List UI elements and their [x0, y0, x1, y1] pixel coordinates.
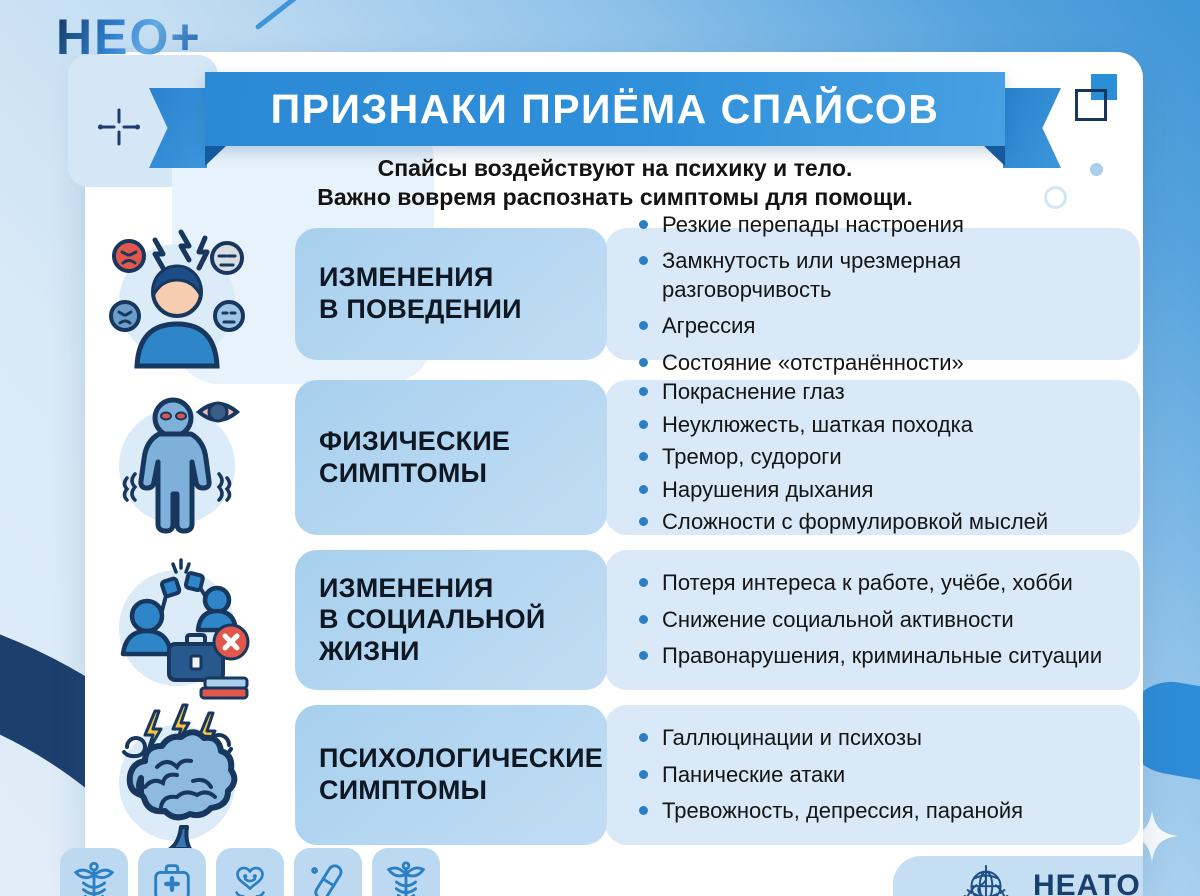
- psychological-symptom-list: [605, 705, 1140, 845]
- page-title: ПРИЗНАКИ ПРИЁМА СПАЙСОВ: [270, 85, 940, 132]
- bullet-dot: [639, 517, 648, 526]
- list-item: Сложности с формулировкой мыслей: [639, 508, 1124, 537]
- circle-outline-decoration: [1044, 186, 1067, 209]
- bullet-dot: [639, 578, 648, 587]
- list-item: Правонарушения, криминальные ситуации: [639, 642, 1124, 671]
- intro-text: [200, 154, 1030, 213]
- list-item: Резкие перепады настроения: [639, 211, 1124, 240]
- list-item: Панические атаки: [639, 761, 1124, 790]
- list-item: Потеря интереса к работе, учёбе, хобби: [639, 569, 1124, 598]
- org-name: НЕАТО: [1033, 869, 1141, 896]
- bullet-dot: [639, 420, 648, 429]
- psychological-section-title: ПСИХОЛОГИЧЕСКИЕ СИМПТОМЫ: [295, 705, 607, 845]
- bullet-dot: [639, 256, 648, 265]
- list-item: Нарушения дыхания: [639, 476, 1124, 505]
- footer-tile: [60, 848, 128, 896]
- person-with-emotions-icon: [97, 214, 257, 374]
- footer-tile: [372, 848, 440, 896]
- title-banner: [205, 72, 1005, 146]
- list-item: Замкнутость или чрезмерная разговорчивость: [639, 247, 1124, 304]
- bullet-dot: [639, 485, 648, 494]
- bullet-dot: [639, 452, 648, 461]
- section-physical: [85, 380, 1143, 535]
- list-item: Тремор, судороги: [639, 443, 1124, 472]
- pill-icon: [305, 859, 351, 896]
- section-psychological: [85, 705, 1143, 845]
- bullet-dot: [639, 651, 648, 660]
- footer-tile: [138, 848, 206, 896]
- diagonal-line-decoration: [255, 0, 304, 30]
- bullet-dot: [639, 387, 648, 396]
- heart-in-hands-icon: [227, 859, 273, 896]
- footer-tile: [294, 848, 362, 896]
- dot-decoration: [1090, 163, 1103, 176]
- footer-tile: [216, 848, 284, 896]
- behavior-symptom-list: [605, 211, 1140, 375]
- bullet-dot: [639, 806, 648, 815]
- bullet-dot: [639, 220, 648, 229]
- section-behavior: [85, 211, 1143, 375]
- broken-connection-briefcase-icon: [97, 540, 257, 700]
- social-symptom-list: [605, 550, 1140, 690]
- section-social: [85, 550, 1143, 690]
- bullet-dot: [639, 358, 648, 367]
- bullet-dot: [639, 321, 648, 330]
- bullet-dot: [639, 615, 648, 624]
- caduceus-icon: [71, 859, 117, 896]
- list-item: Покраснение глаз: [639, 378, 1124, 407]
- intro-line-1: Спайсы воздействуют на психику и тело.: [377, 155, 853, 181]
- list-item: Агрессия: [639, 312, 1124, 341]
- org-panel: [893, 856, 1143, 896]
- list-item: Неуклюжесть, шаткая походка: [639, 411, 1124, 440]
- social-section-title: ИЗМЕНЕНИЯ В СОЦИАЛЬНОЙ ЖИЗНИ: [295, 550, 607, 690]
- behavior-section-title: ИЗМЕНЕНИЯ В ПОВЕДЕНИИ: [295, 228, 607, 360]
- first-aid-kit-icon: [149, 859, 195, 896]
- physical-symptom-list: [605, 380, 1140, 535]
- crosshair-icon: [98, 106, 140, 148]
- intro-line-2: Важно вовремя распознать симптомы для помощи.: [317, 184, 913, 211]
- who-globe-emblem: [955, 860, 1017, 896]
- list-item: Галлюцинации и психозы: [639, 724, 1124, 753]
- caduceus-icon: [383, 859, 429, 896]
- trembling-figure-red-eye-icon: [97, 378, 257, 538]
- list-item: Тревожность, депрессия, паранойя: [639, 797, 1124, 826]
- bullet-dot: [639, 733, 648, 742]
- list-item: Состояние «отстранённости»: [639, 349, 1124, 378]
- square-outline-decoration: [1075, 89, 1107, 121]
- brain-lightning-icon: [97, 695, 257, 855]
- bullet-dot: [639, 770, 648, 779]
- neo-plus-logo: НЕО+: [56, 9, 202, 65]
- physical-section-title: ФИЗИЧЕСКИЕ СИМПТОМЫ: [295, 380, 607, 535]
- list-item: Снижение социальной активности: [639, 606, 1124, 635]
